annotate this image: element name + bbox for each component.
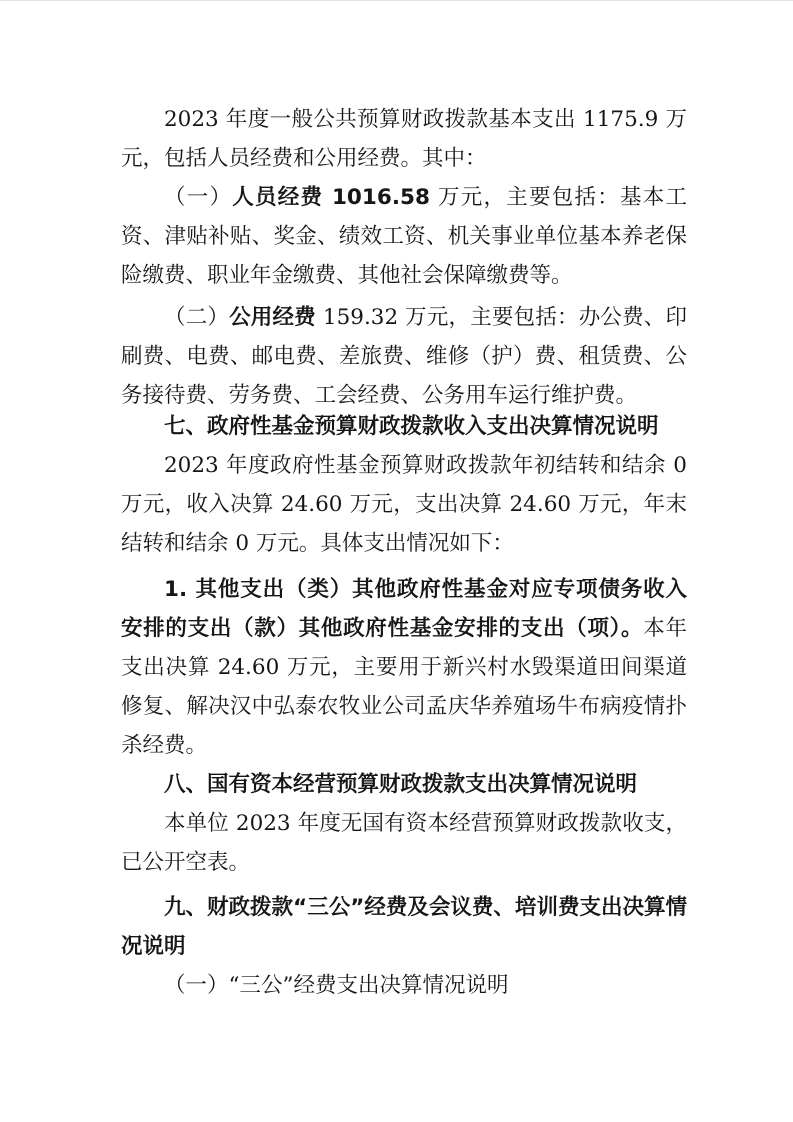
paragraph-gov-fund-item-detail [121,570,687,765]
text-run: 2023 年度一般公共预算财政拨款基本支出 1175.9 万元，包括人员经费和公用经费。其中： [121,107,687,171]
text-run: 本年支出决算 24.60 万元，主要用于新兴村水毁渠道田间渠道修复、解决汉中弘泰农牧业公司孟庆华养殖场牛布病疫情扑杀经费。 [121,616,687,758]
text-run-bold-public-expense-label: 公用经费 [229,305,316,330]
section-heading-8-state-capital-budget [121,765,687,804]
section-heading-7-gov-fund-budget [121,407,687,446]
heading-text: 八、国有资本经营预算财政拨款支出决算情况说明 [164,772,638,797]
section-heading-9-three-public-funds [121,888,687,966]
text-run: 2023 年度政府性基金预算财政拨款年初结转和结余 0 万元，收入决算 24.60 万元，支出决算 24.60 万元，年末结转和结余 0 万元。具体支出情况如下： [121,453,687,556]
text-run: （一）“三公”经费支出决算情况说明 [164,973,509,998]
paragraph-public-expenses [121,298,687,415]
text-run-bold-personnel-amount: 人员经费 1016.58 [232,185,430,210]
paragraph-personnel-expenses [121,178,687,295]
document-body [121,100,687,1005]
heading-text: 九、财政拨款“三公”经费及会议费、培训费支出决算情况说明 [121,895,687,959]
heading-text: 七、政府性基金预算财政拨款收入支出决算情况说明 [164,414,659,439]
paragraph-gov-fund-summary [121,446,687,563]
paragraph-state-capital-statement [121,804,687,882]
text-run-bold-other-expenditure-item: 1. 其他支出（类）其他政府性基金对应专项债务收入安排的支出（款）其他政府性基金安排的支出（项）。 [121,577,687,641]
text-run: （二） [164,305,230,330]
text-run: （一） [164,185,233,210]
paragraph-basic-expenditure-summary [121,100,687,178]
text-run: 本单位 2023 年度无国有资本经营预算财政拨款收支，已公开空表。 [121,811,687,875]
subheading-three-public-funds-expenditure [121,966,687,1005]
text-run: 万元，主要包括：基本工资、津贴补贴、奖金、绩效工资、机关事业单位基本养老保险缴费、职业年金缴费、其他社会保障缴费等。 [121,185,687,288]
text-run: 159.32 万元，主要包括：办公费、印刷费、电费、邮电费、差旅费、维修（护）费、租赁费、公务接待费、劳务费、工会经费、公务用车运行维护费。 [121,305,687,408]
